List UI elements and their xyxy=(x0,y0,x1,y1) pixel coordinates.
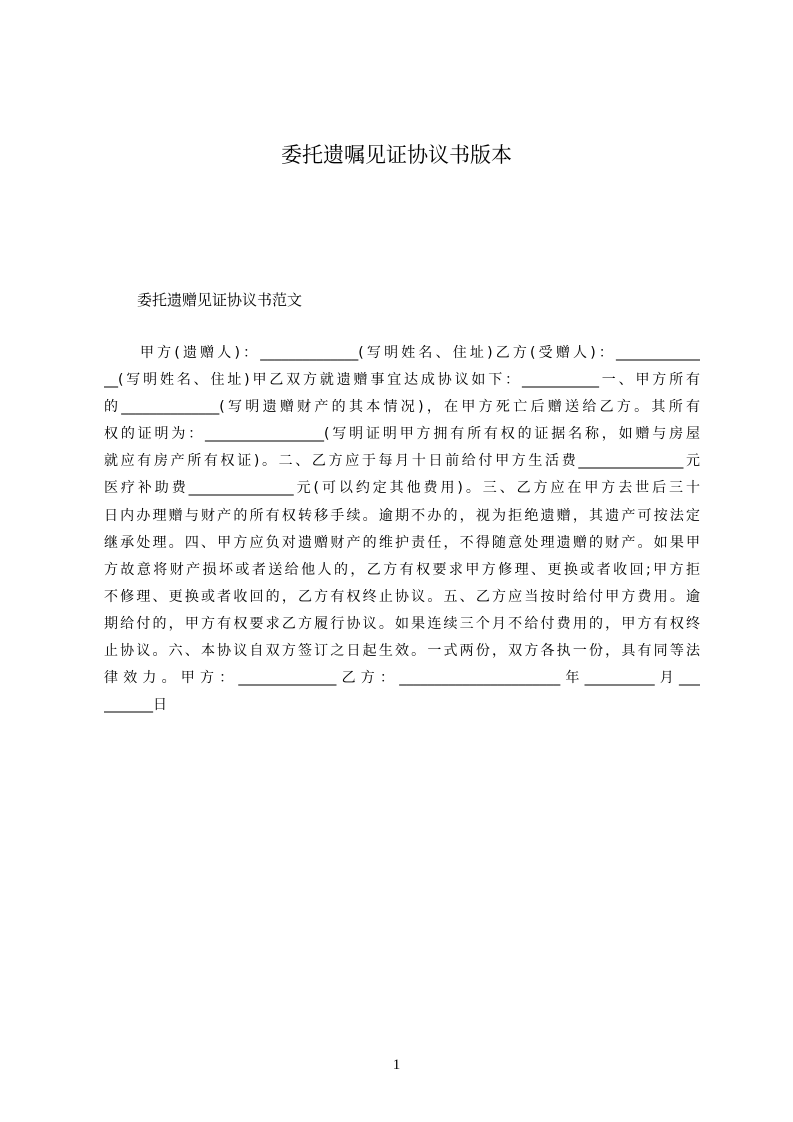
body-line: 权的证明为：_________________(写明证明甲方拥有所有权的证据名称，如赠与房屋 xyxy=(104,426,700,443)
body-line: _______日 xyxy=(104,697,167,714)
page-number: 1 xyxy=(392,1057,401,1073)
body-line: __(写明姓名、住址)甲乙双方就遗赠事宜达成协议如下：___________一、甲方所有 xyxy=(104,372,700,389)
body-line: 甲方(遗赠人)：______________(写明姓名、住址)乙方(受赠人)：____________ xyxy=(140,345,700,361)
body-line: 止协议。六、本协议自双方签订之日起生效。一式两份，双方各执一份，具有同等法 xyxy=(104,643,700,660)
body-line: 日内办理赠与财产的所有权转移手续。逾期不办的，视为拒绝遗赠，其遗产可按法定 xyxy=(104,507,700,524)
body-line: 方故意将财产损坏或者送给他人的，乙方有权要求甲方修理、更换或者收回;甲方拒 xyxy=(104,561,700,578)
document-title: 委托遗嘱见证协议书版本 xyxy=(281,143,512,167)
body-line: 的______________(写明遗赠财产的其本情况)，在甲方死亡后赠送给乙方。其所有 xyxy=(104,399,700,416)
body-line: 医疗补助费_______________元(可以约定其他费用)。三、乙方应在甲方去世后三十 xyxy=(104,480,700,497)
body-line: 律效力。甲方：______________乙方：_______________________年__________月___ xyxy=(104,670,700,687)
document-body xyxy=(104,340,700,719)
body-line: 期给付的，甲方有权要求乙方履行协议。如果连续三个月不给付费用的，甲方有权终 xyxy=(104,615,700,632)
body-line: 继承处理。四、甲方应负对遗赠财产的维护责任，不得随意处理遗赠的财产。如果甲 xyxy=(104,534,700,551)
body-line: 就应有房产所有权证)。二、乙方应于每月十日前给付甲方生活费_______________元 xyxy=(104,453,700,470)
body-line: 不修理、更换或者收回的，乙方有权终止协议。五、乙方应当按时给付甲方费用。逾 xyxy=(104,588,700,605)
document-subtitle: 委托遗赠见证协议书范文 xyxy=(137,291,303,309)
